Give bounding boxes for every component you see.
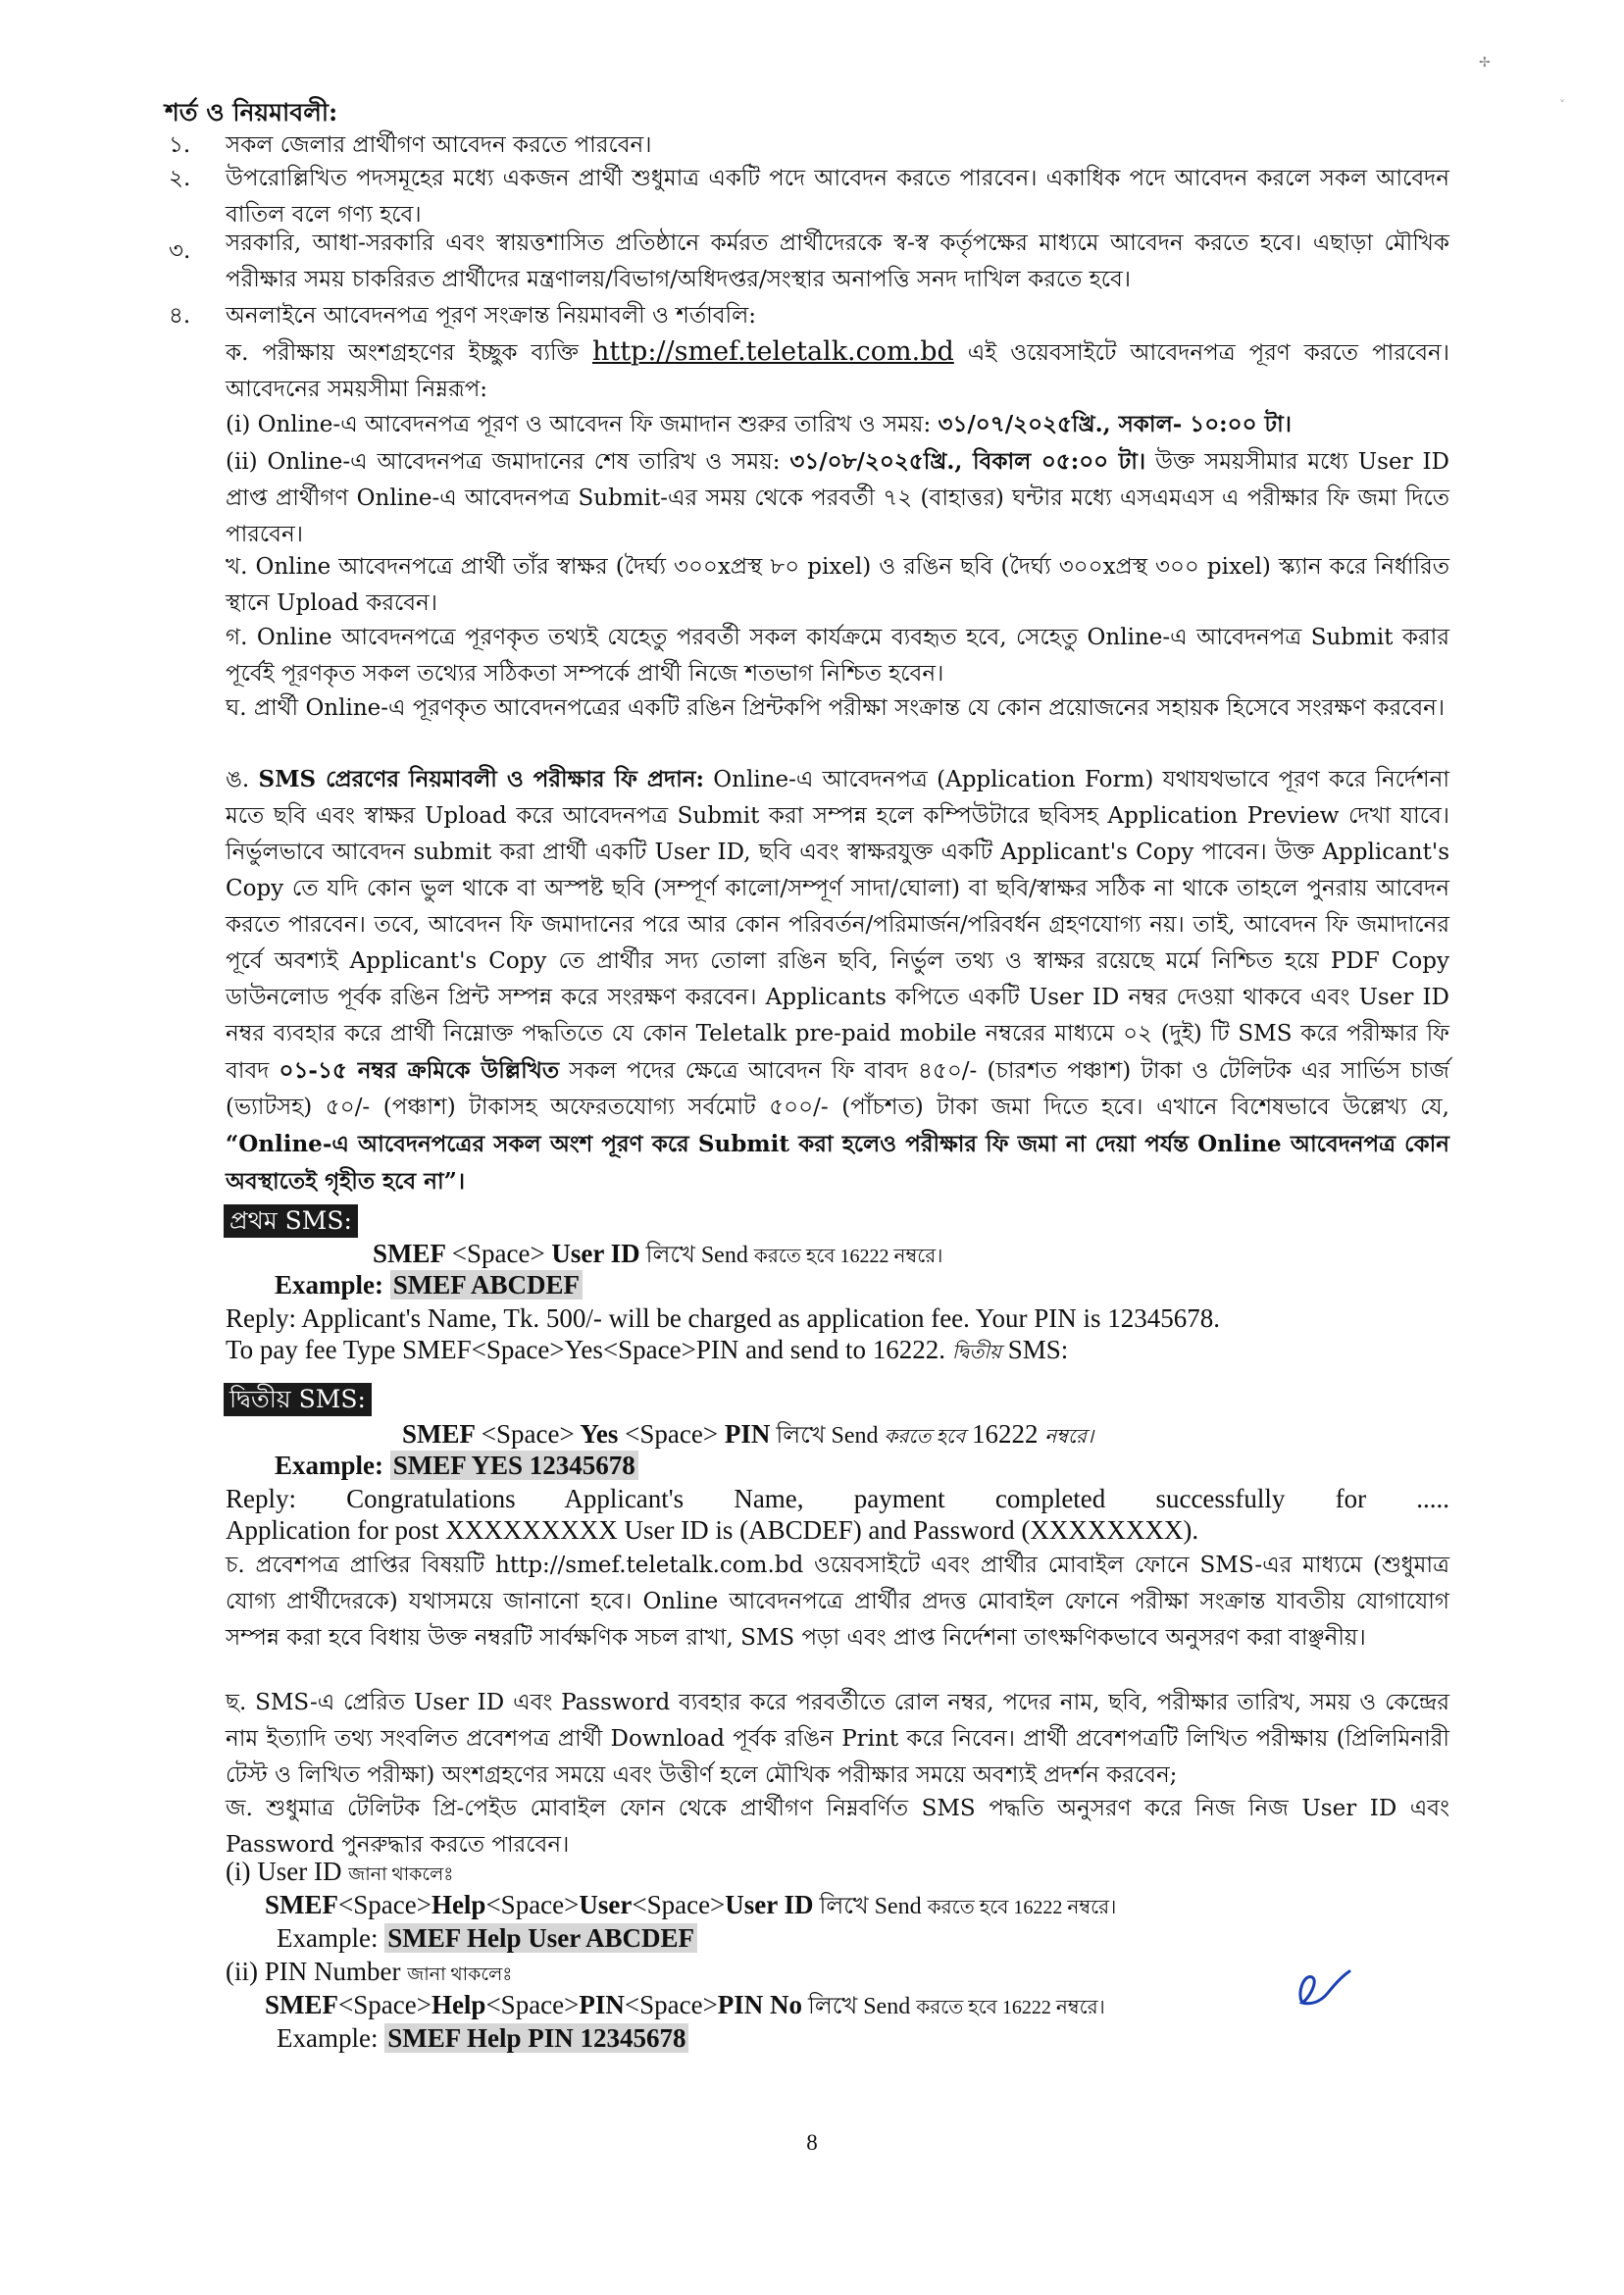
example-value: SMEF Help PIN 12345678	[384, 2023, 688, 2053]
sms-command	[402, 1418, 1093, 1454]
sms-example	[275, 1450, 638, 1482]
cmd-part: লিখে Send	[802, 1994, 917, 2019]
cmd-part: <Space>	[481, 1419, 575, 1449]
item-text: উপরোল্লিখিত পদসমূহের মধ্যে একজন প্রার্থী শুধুমাত্র একটি পদে আবেদন করতে পারবেন। একাধিক পদে আবেদন করলে সকল আবেদন বাতিল বলে গণ্য হবে।	[226, 166, 1449, 228]
cmd-part: SMEF	[402, 1419, 482, 1449]
page-number: 8	[806, 2130, 818, 2155]
clause-cha: চ. প্রবেশপত্র প্রাপ্তির বিষয়টি http://smef.teletalk.com.bd ওয়েবসাইটে এবং প্রার্থীর মোবাইল ফোনে SMS-এর মাধ্যমে (শুধুমাত্র যোগ্য প্রার্থীদেরকে) যথাসময়ে জানানো হবে। Online আবেদনপত্রে প্রার্থীর প্রদত্ত মোবাইল ফোনে পরীক্ষা সংক্রান্ত যাবতীয় যোগাযোগ সম্পন্ন করা হবে বিধায় উক্ত নম্বরটি সার্বক্ষণিক সচল রাখা, SMS পড়া এবং প্রাপ্ত নির্দেশনা তাৎক্ষণিকভাবে অনুসরণ করা বাঞ্ছনীয়।	[226, 1553, 1449, 1651]
clause-ja: জ. শুধুমাত্র টেলিটক প্রি-পেইড মোবাইল ফোন থেকে প্রার্থীগণ নিম্নবর্ণিত SMS পদ্ধতি অনুসরণ করে নিজ নিজ User ID এবং Password পুনরুদ্ধার করতে পারবেন।	[226, 1796, 1449, 1858]
cmd-part: করতে হবে 16222 নম্বরে।	[753, 1246, 943, 1267]
item-number: ৪.	[169, 303, 191, 329]
cmd-part: <Space>	[632, 1890, 726, 1919]
cmd-part: Help	[431, 1990, 486, 2019]
item-number: ৩.	[169, 238, 191, 264]
cmd-part: User ID	[725, 1890, 814, 1919]
cmd-part: লিখে Send	[770, 1423, 885, 1449]
cmd-part: নম্বরে।	[1044, 1426, 1094, 1448]
cmd-part: করতে হবে 16222 নম্বরে।	[916, 1997, 1105, 2018]
heading-part: (i) User ID	[226, 1857, 349, 1886]
clause-emphasis: “Online-এ আবেদনপত্রের সকল অংশ পূরণ করে Submit করা হলেও পরীক্ষার ফি জমা না দেয়া পর্যন্ত Online আবেদনপত্র কোন অবস্থাতেই গৃহীত হবে না”।	[226, 1131, 1449, 1195]
clause-kha: খ. Online আবেদনপত্রে প্রার্থী তাঁর স্বাক্ষর (দৈর্ঘ্য ৩০০xপ্রস্থ ৮০ pixel) ও রঙিন ছবি (দৈর্ঘ্য ৩০০xপ্রস্থ ৩০০ pixel) স্ক্যান করে নির্ধারিত স্থানে Upload করবেন।	[226, 554, 1449, 616]
cmd-part: <Space>	[485, 1990, 580, 2019]
clause-ga: গ. Online আবেদনপত্রে পূরণকৃত তথ্যই যেহেতু পরবর্তী সকল কার্যক্রমে ব্যবহৃত হবে, সেহেতু Online-এ আবেদনপত্র Submit করার পূর্বেই পূরণকৃত সকল তথ্যের সঠিকতা সম্পর্কে প্রার্থী নিজে শতভাগ নিশ্চিত হবেন।	[226, 625, 1449, 687]
clause-ka	[226, 333, 1449, 408]
reply-text: SMS:	[1000, 1335, 1069, 1364]
clause-text: ক. পরীক্ষায় অংশগ্রহণের ইচ্ছুক ব্যক্তি	[226, 340, 592, 366]
item-number: ১.	[169, 132, 191, 158]
clause-umo	[226, 761, 1449, 1200]
scan-mark: ˅	[1559, 98, 1565, 112]
heading-part: জানা থাকলেঃ	[348, 1864, 454, 1885]
recovery-heading	[226, 1956, 512, 1991]
clause-text: সকল পদের ক্ষেত্রে আবেদন ফি বাবদ ৪৫০/- (চারশত পঞ্চাশ) টাকা ও টেলিটক এর সার্ভিস চার্জ (ভ্যাটসহ) ৫০/- (পঞ্চাশ) টাকাসহ অফেরতযোগ্য সর্বমোট ৫০০/- (পাঁচশত) টাকা জমা দিতে হবে। এখানে বিশেষভাবে উল্লেখ্য যে,	[226, 1058, 1450, 1120]
example-label: Example:	[275, 1270, 390, 1300]
cmd-part: <Space>	[338, 1990, 431, 2019]
scan-mark: ✢	[1479, 55, 1491, 71]
recovery-example	[277, 1922, 697, 1955]
sms-heading: দ্বিতীয় SMS:	[224, 1383, 372, 1416]
example-label: Example:	[275, 1451, 390, 1480]
cmd-sequence	[265, 1990, 802, 2019]
cmd-sequence	[265, 1890, 814, 1919]
reply-text: দ্বিতীয়	[951, 1342, 1001, 1363]
website-link[interactable]: http://smef.teletalk.com.bd	[591, 336, 954, 367]
clause-emphasis: ০১-১৫ নম্বর ক্রমিকে উল্লিখিত	[279, 1057, 560, 1084]
cmd-part: <Space>	[338, 1890, 431, 1919]
sms-reply: Reply: Applicant's Name, Tk. 500/- will be charged as application fee. Your PIN is 12345678.	[226, 1303, 1220, 1333]
cmd-part: User ID	[544, 1239, 640, 1268]
example-value: SMEF YES 12345678	[390, 1451, 638, 1480]
reply-text: To pay fee Type SMEF<Space>Yes<Space>PIN and send to 16222.	[226, 1335, 952, 1364]
recovery-command	[265, 1889, 1116, 1924]
cmd-part: <Space>	[485, 1890, 580, 1919]
item-text: সকল জেলার প্রার্থীগণ আবেদন করতে পারবেন।	[226, 132, 652, 158]
clause-text: এই ওয়েবসাইটে আবেদনপত্র পূরণ করতে পারবেন। আবেদনের সময়সীমা নিম্নরূপ:	[226, 340, 1449, 402]
cmd-part: PIN	[579, 1990, 625, 2019]
recovery-example	[277, 2022, 688, 2055]
cmd-part: লিখে Send	[639, 1243, 754, 1268]
cmd-part: করতে হবে	[884, 1426, 966, 1448]
handwritten-initial	[1285, 1964, 1353, 2022]
clause-text: (ii) Online-এ আবেদনপত্র জমাদানের শেষ তারিখ ও সময়:	[226, 449, 790, 475]
cmd-part: <Space>	[624, 1990, 718, 2019]
item-text: সরকারি, আধা-সরকারি এবং স্বায়ত্তশাসিত প্রতিষ্ঠানে কর্মরত প্রার্থীদেরকে স্ব-স্ব কর্তৃপক্ষের মাধ্যমে আবেদন করতে হবে। এছাড়া মৌখিক পরীক্ষার সময় চাকরিরত প্রার্থীদের মন্ত্রণালয়/বিভাগ/অধিদপ্তর/সংস্থার অনাপত্তি সনদ দাখিল করতে হবে।	[226, 230, 1449, 292]
clause-text: উক্ত সময়সীমার মধ্যে User ID প্রাপ্ত প্রার্থীগণ Online-এ আবেদনপত্র Submit-এর সময় থেকে পরবর্তী ৭২ (বাহাত্তর) ঘন্টার মধ্যে এসএমএস এ পরীক্ষার ফি জমা দিতে পারবেন।	[226, 449, 1449, 547]
item-number: ২.	[169, 166, 191, 191]
cmd-part: User	[579, 1890, 633, 1919]
cmd-part: লিখে Send	[813, 1894, 928, 1919]
cmd-part: <Space>	[451, 1239, 545, 1268]
sms-reply: Application for post XXXXXXXXX User ID is (ABCDEF) and Password (XXXXXXXX).	[226, 1515, 1199, 1545]
sms-reply	[226, 1334, 1068, 1369]
example-label: Example:	[277, 2023, 385, 2053]
cmd-part: SMEF	[373, 1239, 452, 1268]
cmd-part: SMEF	[265, 1890, 339, 1919]
cmd-part: PIN	[718, 1419, 771, 1449]
clause-gha: ঘ. প্রার্থী Online-এ পূরণকৃত আবেদনপত্রের একটি রঙিন প্রিন্টকপি পরীক্ষা সংক্রান্ত যে কোন প্রয়োজনের সহায়ক হিসেবে সংরক্ষণ করবেন।	[226, 695, 1446, 721]
example-label: Example:	[277, 1923, 385, 1953]
start-date: ৩১/০৭/২০২৫খ্রি., সকাল- ১০:০০ টা।	[938, 411, 1292, 437]
recovery-heading	[226, 1856, 453, 1891]
cmd-part: করতে হবে 16222 নম্বরে।	[927, 1897, 1117, 1918]
example-value: SMEF ABCDEF	[390, 1270, 583, 1300]
sms-reply: Reply: Congratulations Applicant's Name, payment completed successfully for .....	[226, 1484, 1449, 1513]
clause-text: Online-এ আবেদনপত্র (Application Form) যথাযথভাবে পূরণ করে নির্দেশনা মতে ছবি এবং স্বাক্ষর Upload করে আবেদনপত্র Submit করা সম্পন্ন হলে কম্পিউটারে ছবিসহ Application Preview দেখা যাবে। নির্ভুলভাবে আবেদন submit করা প্রার্থী একটি User ID, ছবি এবং স্বাক্ষরযুক্ত একটি Applicant's Copy পাবেন। উক্ত Applicant's Copy তে যদি কোন ভুল থাকে বা অস্পষ্ট ছবি (সম্পূর্ণ কালো/সম্পূর্ণ সাদা/ঘোলা) বা ছবি/স্বাক্ষর সঠিক না থাকে তাহলে পুনরায় আবেদন করতে পারবেন। তবে, আবেদন ফি জমাদানের পরে আর কোন পরিবর্তন/পরিমার্জন/পরিবর্ধন গ্রহণযোগ্য নয়। তাই, আবেদন ফি জমাদানের পূর্বে অবশ্যই Applicant's Copy তে প্রার্থীর সদ্য তোলা রঙিন ছবি, নির্ভুল তথ্য ও স্বাক্ষর রয়েছে মর্মে নিশ্চিত হয়ে PDF Copy ডাউনলোড পূর্বক রঙিন প্রিন্ট সম্পন্ন করে সংরক্ষণ করবেন। Applicants কপিতে একটি User ID নম্বর দেওয়া থাকবে এবং User ID নম্বর ব্যবহার করে প্রার্থী নিম্নোক্ত পদ্ধতিতে যে কোন Teletalk pre-paid mobile নম্বরের মাধ্যমে ০২ (দুই) টি SMS করে পরীক্ষার ফি বাবদ	[226, 767, 1450, 1084]
cmd-part: SMEF	[265, 1990, 339, 2019]
clause-text: (i) Online-এ আবেদনপত্র পূরণ ও আবেদন ফি জমাদান শুরুর তারিখ ও সময়:	[226, 412, 939, 437]
end-time	[226, 443, 1449, 553]
cmd-part: Help	[431, 1890, 486, 1919]
clause-label: ঙ.	[226, 767, 259, 792]
sms-example	[275, 1269, 583, 1301]
example-value: SMEF Help User ABCDEF	[384, 1923, 697, 1953]
section-heading: শর্ত ও নিয়মাবলী:	[165, 98, 338, 127]
heading-part: (ii) PIN Number	[226, 1957, 408, 1986]
cmd-part: 16222	[965, 1419, 1045, 1449]
clause-heading: SMS প্রেরণের নিয়মাবলী ও পরীক্ষার ফি প্রদান:	[258, 766, 705, 792]
sms-heading: প্রথম SMS:	[224, 1204, 358, 1238]
cmd-part: <Space>	[625, 1419, 719, 1449]
sms-command	[373, 1238, 942, 1273]
cmd-part: Yes	[574, 1419, 626, 1449]
start-time	[226, 406, 1449, 443]
item-text: অনলাইনে আবেদনপত্র পূরণ সংক্রান্ত নিয়মাবলী ও শর্তাবলি:	[226, 303, 757, 329]
cmd-part: PIN No	[717, 1990, 803, 2019]
recovery-command	[265, 1989, 1105, 2024]
heading-part: জানা থাকলেঃ	[407, 1964, 513, 1985]
end-date: ৩১/০৮/২০২৫খ্রি., বিকাল ০৫:০০ টা।	[789, 448, 1146, 475]
clause-chha: ছ. SMS-এ প্রেরিত User ID এবং Password ব্যবহার করে পরবর্তীতে রোল নম্বর, পদের নাম, ছবি, পরীক্ষার তারিখ, সময় ও কেন্দ্রের নাম ইত্যাদি তথ্য সংবলিত প্রবেশপত্র প্রার্থী Download পূর্বক রঙিন Print করে নিবেন। প্রার্থী প্রবেশপত্রটি লিখিত পরীক্ষায় (প্রিলিমিনারী টেস্ট ও লিখিত পরীক্ষা) অংশগ্রহণের সময়ে এবং উত্তীর্ণ হলে মৌখিক পরীক্ষার সময়ে অবশ্যই প্রদর্শন করবেন;	[226, 1690, 1449, 1788]
